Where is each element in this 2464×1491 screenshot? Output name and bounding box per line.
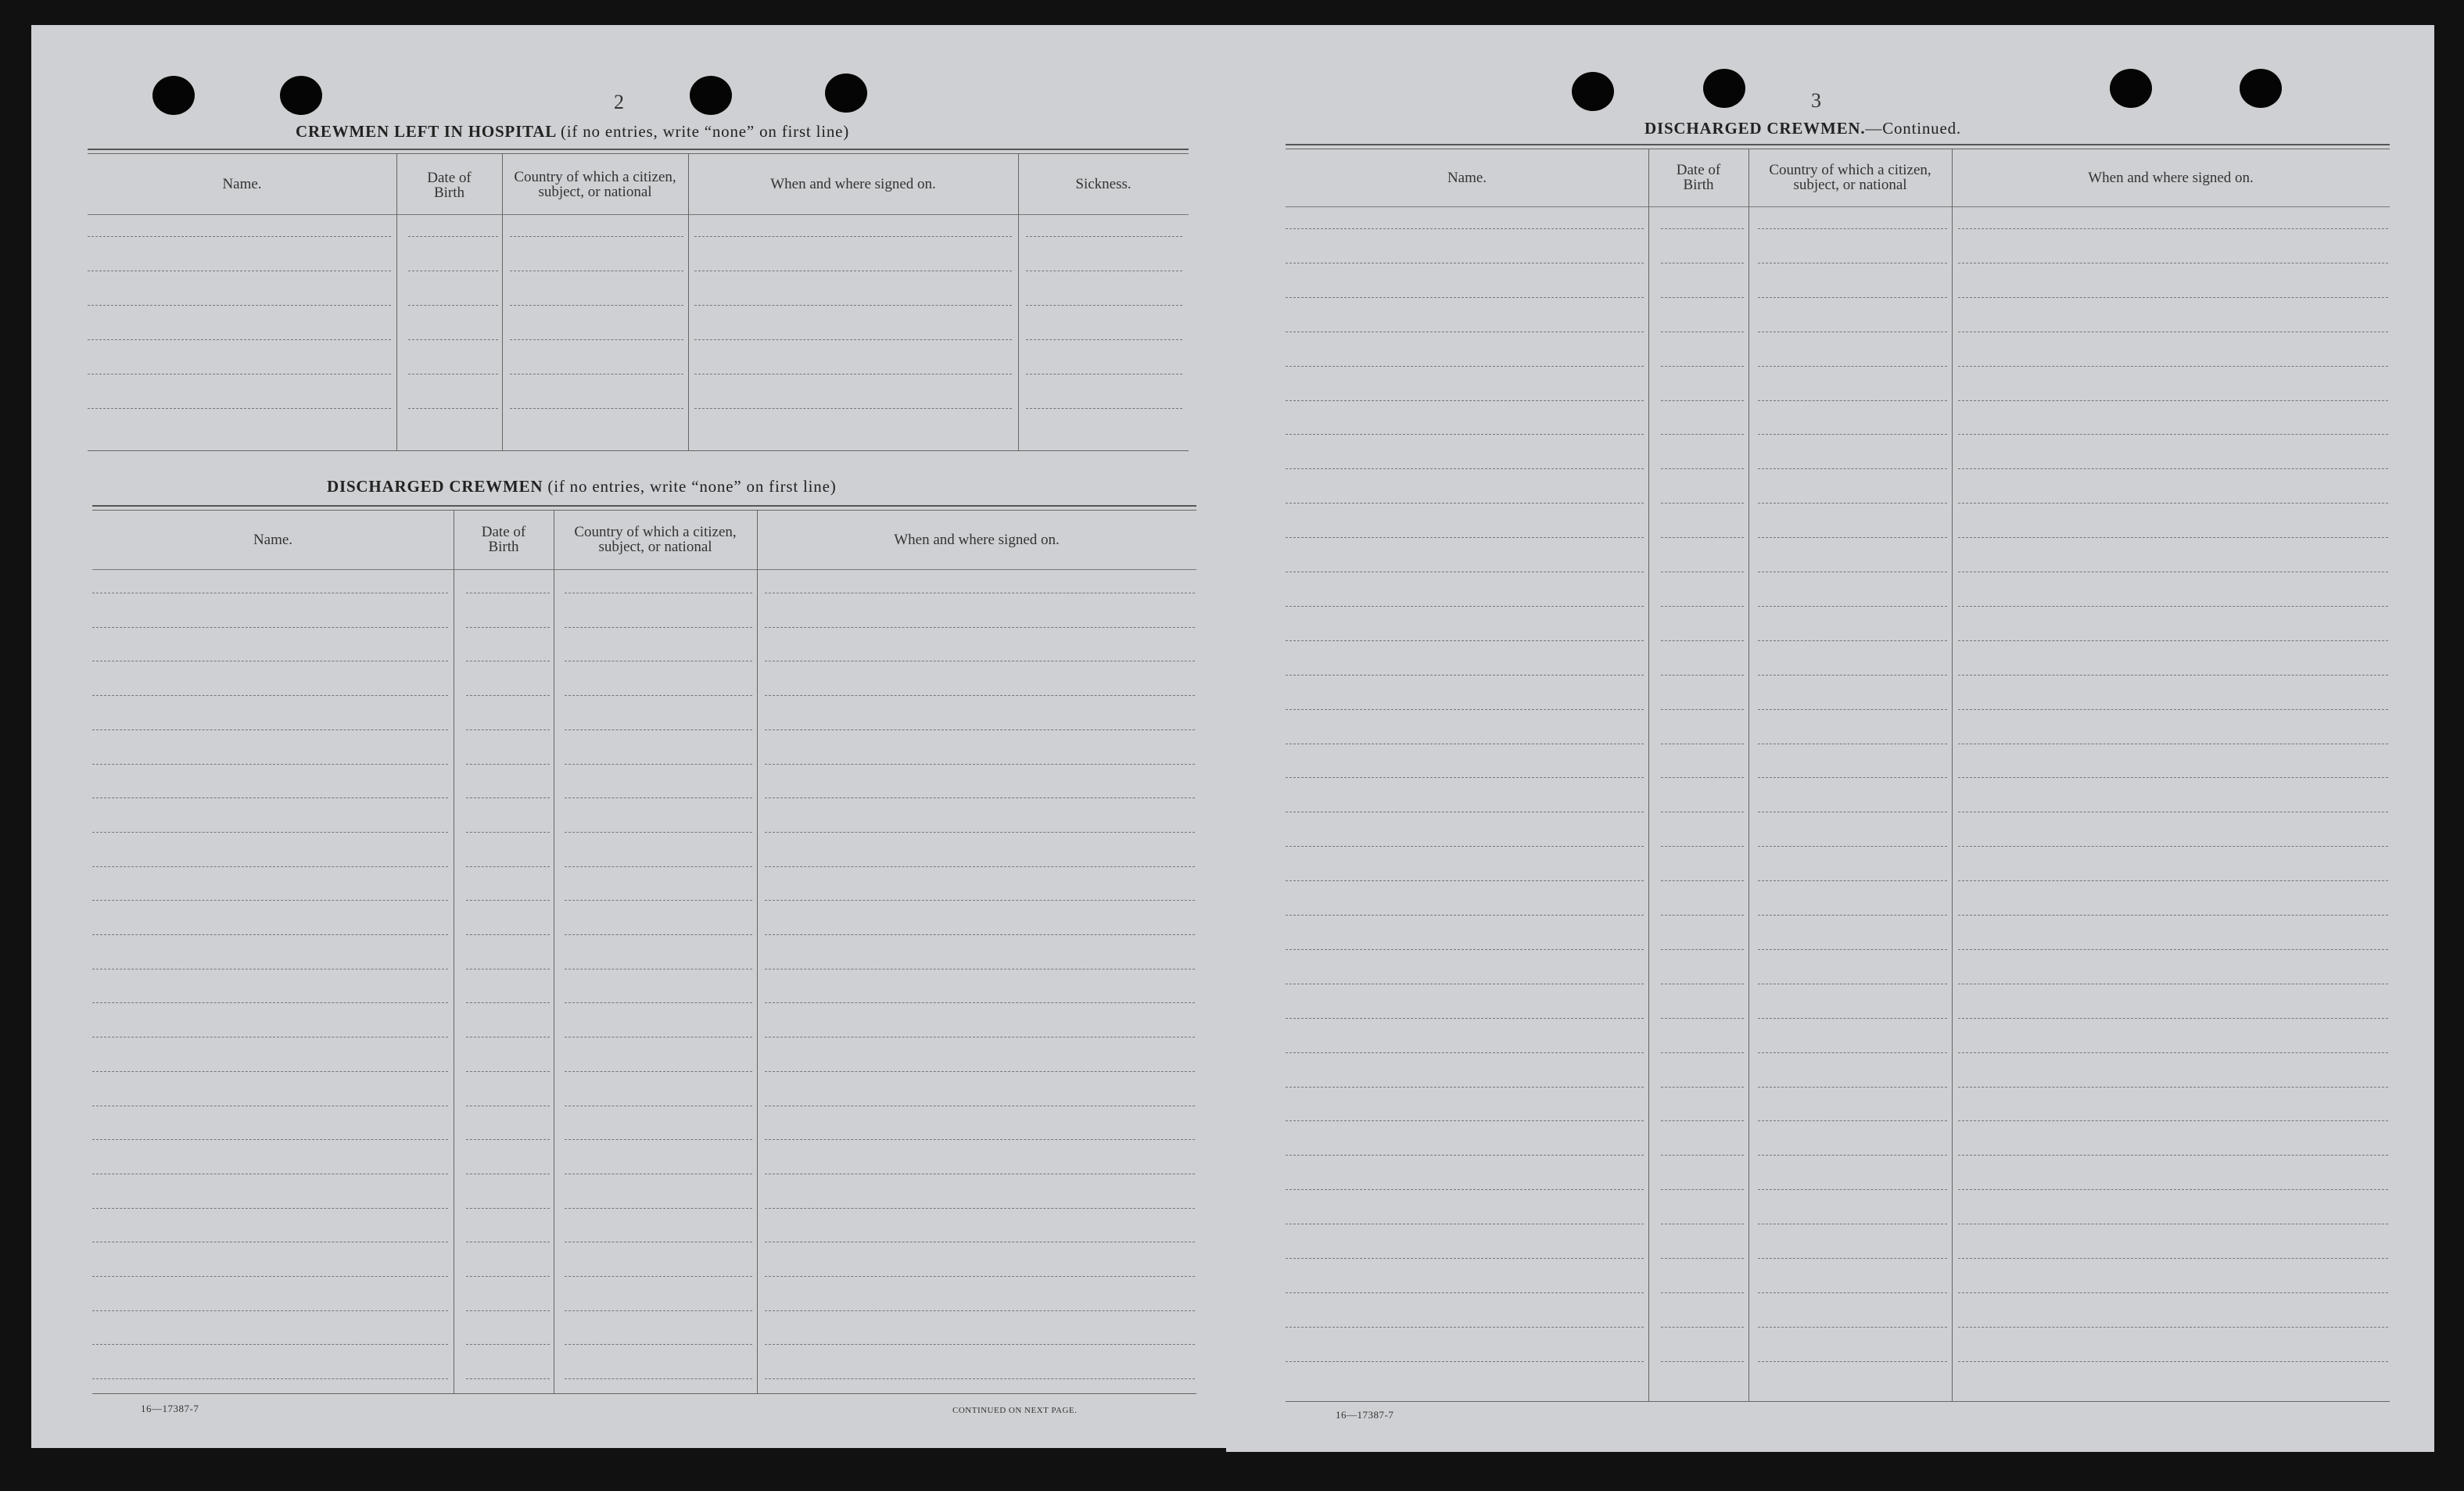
entry-line	[408, 339, 498, 340]
entry-line	[1758, 777, 1947, 778]
entry-line	[1958, 880, 2388, 881]
entry-line	[92, 695, 448, 696]
discharged-continued-title-note: —Continued.	[1865, 119, 1961, 138]
entry-line	[565, 695, 752, 696]
entry-line	[694, 339, 1012, 340]
entry-line	[1661, 366, 1744, 367]
col-header-date-of-birth: Date of Birth	[427, 170, 472, 201]
punch-hole	[825, 73, 867, 113]
entry-line	[1286, 537, 1644, 538]
punch-hole	[280, 76, 322, 115]
entry-line	[565, 1071, 752, 1072]
entry-line	[1286, 1087, 1644, 1088]
entry-line	[1758, 400, 1947, 401]
entry-line	[1958, 949, 2388, 950]
entry-line	[92, 1002, 448, 1003]
entry-line	[565, 1310, 752, 1311]
entry-line	[765, 1208, 1195, 1209]
entry-line	[1286, 777, 1644, 778]
entry-line	[1958, 777, 2388, 778]
entry-line	[466, 764, 550, 765]
entry-line	[88, 305, 391, 306]
entry-line	[1661, 1258, 1744, 1259]
entry-line	[408, 236, 498, 237]
entry-line	[1958, 1189, 2388, 1190]
entry-line	[92, 934, 448, 935]
entry-line	[1958, 915, 2388, 916]
entry-line	[466, 695, 550, 696]
entry-line	[565, 1344, 752, 1345]
entry-line	[565, 866, 752, 867]
punch-hole	[1703, 69, 1745, 108]
entry-line	[510, 305, 683, 306]
entry-line	[1758, 1052, 1947, 1053]
entry-line	[466, 1378, 550, 1379]
entry-line	[1661, 400, 1744, 401]
hospital-table	[88, 149, 1189, 453]
entry-line	[1958, 1155, 2388, 1156]
col-header-signed-on: When and where signed on.	[2088, 169, 2254, 186]
entry-line	[1286, 880, 1644, 881]
entry-line	[1286, 1155, 1644, 1156]
column-divider	[1952, 149, 1953, 1401]
entry-line	[510, 408, 683, 409]
entry-line	[466, 1139, 550, 1140]
entry-line	[1286, 675, 1644, 676]
table-bottom-rule	[88, 450, 1189, 451]
discharged-continued-title	[1644, 119, 1961, 138]
table-bottom-rule	[1286, 1401, 2390, 1402]
entry-line	[565, 764, 752, 765]
entry-line	[510, 236, 683, 237]
entry-line	[765, 1378, 1195, 1379]
entry-line	[92, 1344, 448, 1345]
entry-line	[1286, 709, 1644, 710]
entry-line	[466, 1002, 550, 1003]
entry-line	[765, 866, 1195, 867]
entry-line	[1758, 1120, 1947, 1121]
col-header-country: Country of which a citizen, subject, or national	[514, 169, 676, 200]
entry-line	[466, 1037, 550, 1038]
entry-line	[1286, 1258, 1644, 1259]
entry-line	[1286, 1120, 1644, 1121]
entry-line	[92, 764, 448, 765]
entry-line	[1758, 1189, 1947, 1190]
entry-line	[765, 900, 1195, 901]
entry-line	[88, 236, 391, 237]
entry-line	[1026, 339, 1182, 340]
entry-line	[765, 969, 1195, 970]
entry-line	[1758, 1292, 1947, 1293]
entry-line	[1958, 228, 2388, 229]
entry-line	[1958, 468, 2388, 469]
entry-line	[1661, 846, 1744, 847]
entry-line	[1661, 640, 1744, 641]
entry-line	[92, 969, 448, 970]
table-rule	[92, 505, 1196, 507]
table-rule	[88, 149, 1189, 150]
entry-line	[92, 1071, 448, 1072]
entry-line	[1758, 1327, 1947, 1328]
entry-line	[466, 1208, 550, 1209]
discharged-continued-title-bold: DISCHARGED CREWMEN.	[1644, 119, 1866, 138]
entry-line	[565, 1002, 752, 1003]
entry-line	[1958, 1120, 2388, 1121]
entry-line	[1758, 640, 1947, 641]
entry-line	[565, 934, 752, 935]
entry-line	[1758, 675, 1947, 676]
entry-line	[1758, 537, 1947, 538]
entry-line	[1286, 1327, 1644, 1328]
entry-line	[466, 1276, 550, 1277]
entry-line	[1958, 709, 2388, 710]
col-header-country: Country of which a citizen, subject, or national	[574, 524, 737, 555]
entry-line	[1661, 434, 1744, 435]
entry-line	[1286, 1292, 1644, 1293]
entry-line	[1958, 1327, 2388, 1328]
entry-line	[1958, 1258, 2388, 1259]
entry-line	[765, 764, 1195, 765]
entry-line	[466, 1344, 550, 1345]
entry-line	[1958, 297, 2388, 298]
column-divider	[757, 510, 758, 1393]
entry-line	[765, 729, 1195, 730]
entry-line	[92, 1037, 448, 1038]
entry-line	[1661, 468, 1744, 469]
entry-line	[1661, 503, 1744, 504]
entry-line	[1661, 777, 1744, 778]
discharged-title-bold: DISCHARGED CREWMEN	[327, 477, 543, 496]
entry-line	[1661, 1155, 1744, 1156]
entry-line	[510, 374, 683, 375]
entry-line	[765, 695, 1195, 696]
entry-line	[92, 729, 448, 730]
entry-line	[510, 339, 683, 340]
entry-line	[1026, 408, 1182, 409]
entry-line	[765, 1037, 1195, 1038]
entry-line	[1958, 675, 2388, 676]
entry-line	[88, 339, 391, 340]
entry-line	[1286, 640, 1644, 641]
entry-line	[1661, 709, 1744, 710]
entry-line	[92, 797, 448, 798]
entry-line	[565, 797, 752, 798]
entry-line	[1958, 1018, 2388, 1019]
entry-line	[92, 627, 448, 628]
entry-line	[88, 408, 391, 409]
entry-line	[565, 1139, 752, 1140]
entry-line	[1286, 503, 1644, 504]
entry-line	[1958, 1052, 2388, 1053]
entry-line	[565, 969, 752, 970]
entry-line	[92, 900, 448, 901]
entry-line	[765, 832, 1195, 833]
entry-line	[765, 797, 1195, 798]
entry-line	[1958, 1087, 2388, 1088]
entry-line	[466, 729, 550, 730]
column-divider	[1648, 149, 1649, 1401]
entry-line	[1758, 468, 1947, 469]
entry-line	[565, 1378, 752, 1379]
entry-line	[1286, 846, 1644, 847]
form-number: 16—17387-7	[1336, 1409, 1394, 1421]
entry-line	[408, 408, 498, 409]
discharged-title-note: (if no entries, write “none” on first line)	[547, 477, 837, 496]
entry-line	[1958, 434, 2388, 435]
entry-line	[565, 1208, 752, 1209]
entry-line	[1958, 537, 2388, 538]
entry-line	[1958, 640, 2388, 641]
entry-line	[1661, 880, 1744, 881]
entry-line	[765, 1276, 1195, 1277]
entry-line	[565, 729, 752, 730]
entry-line	[1758, 915, 1947, 916]
table-rule	[1286, 144, 2390, 145]
header-rule	[1286, 206, 2390, 207]
entry-line	[92, 1276, 448, 1277]
entry-line	[1661, 537, 1744, 538]
entry-line	[1026, 305, 1182, 306]
entry-line	[765, 1344, 1195, 1345]
entry-line	[1958, 366, 2388, 367]
entry-line	[1661, 949, 1744, 950]
entry-line	[694, 305, 1012, 306]
entry-line	[1958, 400, 2388, 401]
entry-line	[1286, 228, 1644, 229]
left-page	[31, 25, 1228, 1448]
entry-line	[1661, 1189, 1744, 1190]
entry-line	[765, 1139, 1195, 1140]
col-header-sickness: Sickness.	[1075, 175, 1132, 192]
entry-line	[466, 797, 550, 798]
entry-line	[92, 1378, 448, 1379]
page-number: 2	[614, 91, 624, 113]
hospital-title-note: (if no entries, write “none” on first line)	[560, 122, 850, 141]
punch-hole	[690, 76, 732, 115]
entry-line	[1286, 915, 1644, 916]
entry-line	[1758, 228, 1947, 229]
entry-line	[1758, 1361, 1947, 1362]
entry-line	[1958, 1292, 2388, 1293]
entry-line	[1026, 236, 1182, 237]
hospital-section-title	[296, 122, 849, 142]
entry-line	[92, 1208, 448, 1209]
entry-line	[765, 934, 1195, 935]
entry-line	[1286, 297, 1644, 298]
entry-line	[1758, 880, 1947, 881]
entry-line	[765, 627, 1195, 628]
entry-line	[466, 969, 550, 970]
entry-line	[694, 408, 1012, 409]
col-header-country: Country of which a citizen, subject, or national	[1769, 162, 1931, 193]
col-header-date-of-birth: Date of Birth	[481, 524, 526, 555]
entry-line	[1286, 400, 1644, 401]
entry-line	[1758, 1018, 1947, 1019]
entry-line	[1661, 1327, 1744, 1328]
entry-line	[1758, 434, 1947, 435]
entry-line	[1286, 468, 1644, 469]
entry-line	[466, 1071, 550, 1072]
col-header-name: Name.	[253, 531, 293, 548]
entry-line	[694, 236, 1012, 237]
punch-hole	[1572, 72, 1614, 111]
entry-line	[565, 900, 752, 901]
entry-line	[1026, 374, 1182, 375]
entry-line	[1661, 1018, 1744, 1019]
entry-line	[1286, 949, 1644, 950]
entry-line	[1958, 606, 2388, 607]
discharged-section-title	[327, 477, 837, 496]
entry-line	[1758, 503, 1947, 504]
col-header-date-of-birth: Date of Birth	[1676, 162, 1721, 193]
entry-line	[1661, 297, 1744, 298]
entry-line	[1286, 1361, 1644, 1362]
entry-line	[1661, 1087, 1744, 1088]
right-page	[1226, 25, 2434, 1452]
entry-line	[1758, 949, 1947, 950]
entry-line	[1758, 1258, 1947, 1259]
punch-hole	[152, 76, 195, 115]
entry-line	[565, 1037, 752, 1038]
entry-line	[408, 374, 498, 375]
col-header-signed-on: When and where signed on.	[770, 175, 936, 192]
entry-line	[1286, 606, 1644, 607]
entry-line	[92, 832, 448, 833]
entry-line	[1958, 503, 2388, 504]
page-number: 3	[1811, 89, 1821, 112]
col-header-name: Name.	[222, 175, 262, 192]
entry-line	[92, 1310, 448, 1311]
entry-line	[1758, 606, 1947, 607]
entry-line	[565, 627, 752, 628]
entry-line	[1286, 1018, 1644, 1019]
entry-line	[1758, 846, 1947, 847]
header-rule	[88, 214, 1189, 215]
entry-line	[565, 832, 752, 833]
entry-line	[1958, 1361, 2388, 1362]
entry-line	[1661, 1052, 1744, 1053]
entry-line	[466, 900, 550, 901]
entry-line	[694, 374, 1012, 375]
entry-line	[1286, 434, 1644, 435]
form-number: 16—17387-7	[141, 1403, 199, 1414]
entry-line	[466, 866, 550, 867]
entry-line	[565, 1276, 752, 1277]
entry-line	[408, 305, 498, 306]
hospital-title-bold: CREWMEN LEFT IN HOSPITAL	[296, 122, 556, 141]
entry-line	[1958, 846, 2388, 847]
entry-line	[92, 1139, 448, 1140]
entry-line	[1758, 366, 1947, 367]
entry-line	[88, 374, 391, 375]
entry-line	[765, 1071, 1195, 1072]
entry-line	[1661, 675, 1744, 676]
discharged-continued-table	[1286, 144, 2390, 1403]
entry-line	[765, 1310, 1195, 1311]
punch-hole	[2110, 69, 2152, 108]
col-header-name: Name.	[1447, 169, 1487, 186]
entry-line	[1758, 1155, 1947, 1156]
col-header-signed-on: When and where signed on.	[894, 531, 1060, 548]
entry-line	[466, 832, 550, 833]
entry-line	[1286, 1189, 1644, 1190]
entry-line	[1758, 297, 1947, 298]
entry-line	[466, 627, 550, 628]
entry-line	[1661, 1292, 1744, 1293]
entry-line	[1286, 366, 1644, 367]
entry-line	[92, 866, 448, 867]
column-divider	[1748, 149, 1749, 1401]
punch-hole	[2240, 69, 2282, 108]
entry-line	[765, 1002, 1195, 1003]
entry-line	[1661, 228, 1744, 229]
entry-line	[1758, 709, 1947, 710]
header-rule	[92, 569, 1196, 570]
entry-line	[466, 1310, 550, 1311]
entry-line	[1661, 606, 1744, 607]
discharged-table	[92, 505, 1196, 1396]
entry-line	[1661, 1120, 1744, 1121]
entry-line	[1286, 1052, 1644, 1053]
entry-line	[1661, 915, 1744, 916]
entry-line	[1661, 1361, 1744, 1362]
table-bottom-rule	[92, 1393, 1196, 1394]
continued-note: CONTINUED ON NEXT PAGE.	[952, 1406, 1078, 1415]
entry-line	[466, 934, 550, 935]
entry-line	[1758, 1087, 1947, 1088]
